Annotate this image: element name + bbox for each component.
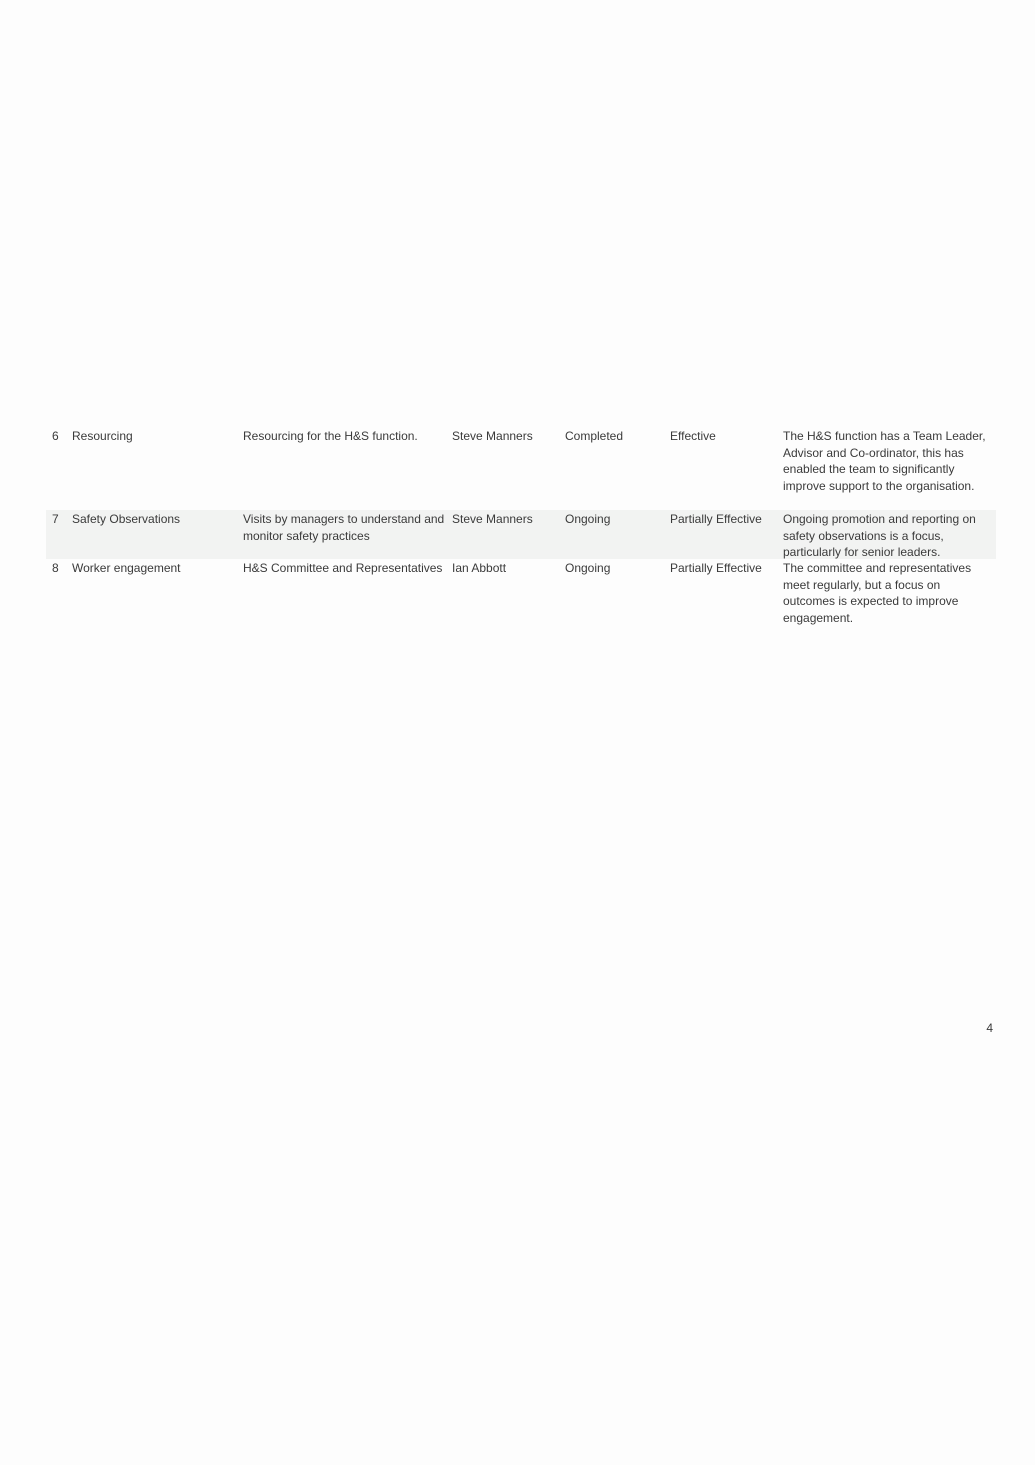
owner-cell: Steve Manners [452, 512, 533, 526]
owner-cell: Ian Abbott [452, 561, 507, 575]
area-cell: Worker engagement [72, 561, 181, 575]
status-cell: Ongoing [565, 561, 611, 575]
comment-cell: Ongoing promotion and reporting on safety observations is a focus, particularly for senior leaders. [783, 512, 976, 560]
comment-cell: The committee and representatives meet regularly, but a focus on outcomes is expected to improve engagement. [783, 561, 972, 625]
description-cell: H&S Committee and Representatives [243, 561, 443, 575]
status-cell: Ongoing [565, 512, 611, 526]
description-cell: Resourcing for the H&S function. [243, 429, 418, 443]
page-number: 4 [986, 1021, 993, 1035]
comment-cell: The H&S function has a Team Leader, Advisor and Co-ordinator, this has enabled the team to significantly improve support to the organisation. [783, 429, 986, 493]
area-cell: Safety Observations [72, 512, 181, 526]
effectiveness-cell: Partially Effective [670, 512, 762, 526]
description-cell: Visits by managers to understand and monitor safety practices [243, 512, 445, 543]
row-number: 8 [52, 561, 59, 575]
row-number: 7 [52, 512, 59, 526]
row-number: 6 [52, 429, 59, 443]
area-cell: Resourcing [72, 429, 133, 443]
actions-table [46, 427, 996, 630]
effectiveness-cell: Partially Effective [670, 561, 762, 575]
status-cell: Completed [565, 429, 624, 443]
table-row [46, 510, 996, 559]
table-row [46, 559, 996, 630]
effectiveness-cell: Effective [670, 429, 716, 443]
owner-cell: Steve Manners [452, 429, 533, 443]
table-row [46, 427, 996, 510]
